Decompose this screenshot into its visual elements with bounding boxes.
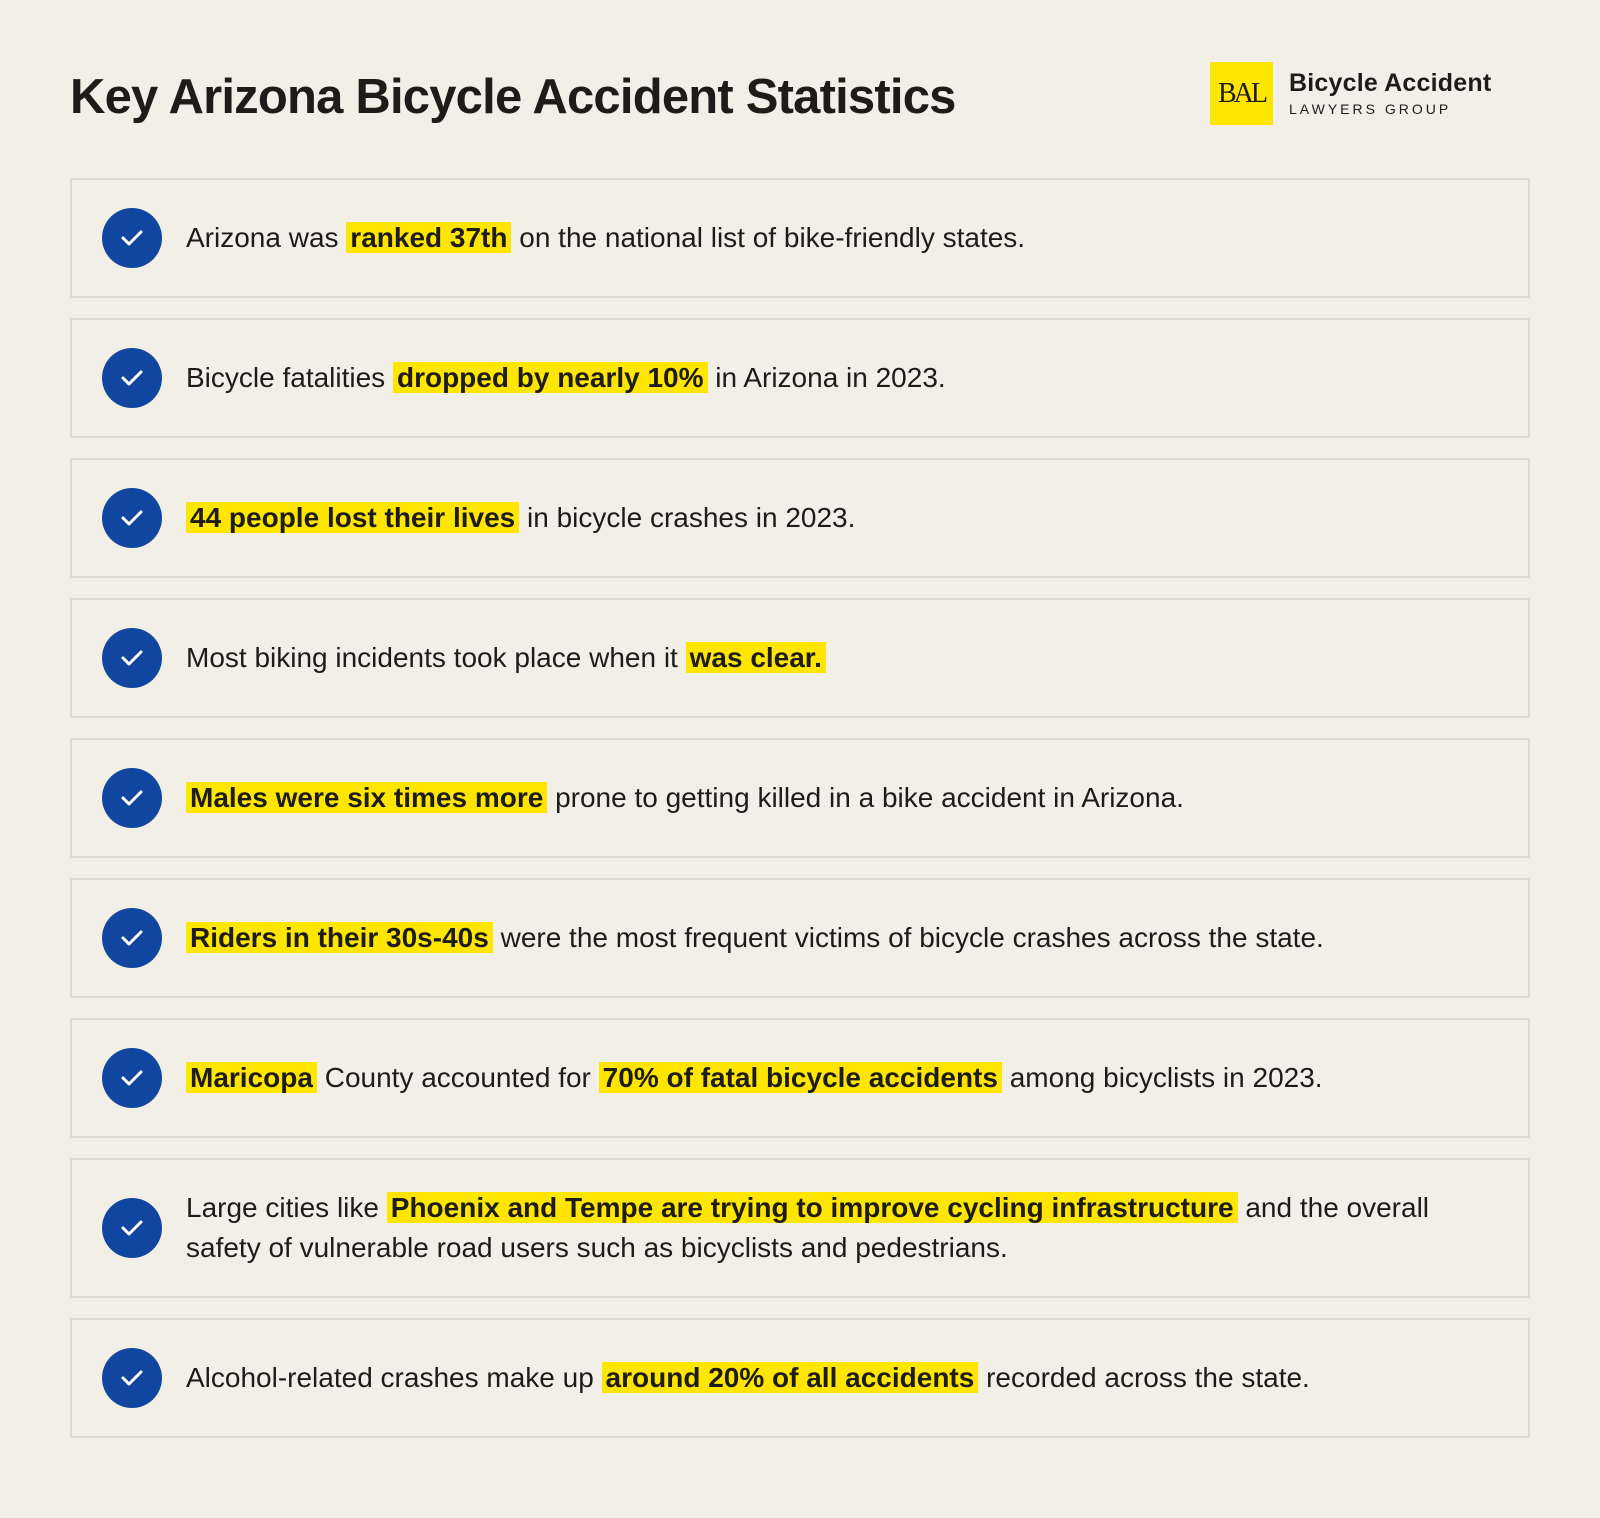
stat-text-segment: Alcohol-related crashes make up	[186, 1362, 602, 1393]
stat-card	[70, 738, 1530, 858]
stat-text-segment: Large cities like	[186, 1192, 387, 1223]
stat-text-segment: Arizona was	[186, 222, 347, 253]
check-icon	[102, 348, 162, 408]
highlighted-text: around 20% of all accidents	[602, 1362, 979, 1393]
stat-card	[70, 1018, 1530, 1138]
brand-logo	[1210, 62, 1491, 125]
check-icon	[102, 1198, 162, 1258]
stat-text	[186, 1058, 1323, 1098]
highlighted-text: Riders in their 30s-40s	[186, 922, 493, 953]
stat-card	[70, 878, 1530, 998]
check-icon	[102, 1348, 162, 1408]
highlighted-text: Phoenix and Tempe are trying to improve cycling infrastructure	[387, 1192, 1238, 1223]
check-icon	[102, 628, 162, 688]
stat-text-segment: Most biking incidents took place when it	[186, 642, 686, 673]
stat-text-segment: on the national list of bike-friendly states.	[511, 222, 1026, 253]
stat-text-segment: were the most frequent victims of bicycle crashes across the state.	[492, 922, 1324, 953]
stat-text-segment: in Arizona in 2023.	[707, 362, 946, 393]
check-icon	[102, 908, 162, 968]
page-title: Key Arizona Bicycle Accident Statistics	[70, 70, 956, 124]
stat-card	[70, 1158, 1530, 1298]
stat-text	[186, 358, 946, 398]
highlighted-text: 44 people lost their lives	[186, 502, 519, 533]
stat-text-segment: recorded across the state.	[978, 1362, 1310, 1393]
check-icon	[102, 1048, 162, 1108]
stat-card	[70, 598, 1530, 718]
highlighted-text: was clear.	[686, 642, 826, 673]
stat-card	[70, 1318, 1530, 1438]
check-icon	[102, 208, 162, 268]
logo-line-2: LAWYERS GROUP	[1289, 100, 1452, 117]
stat-text-segment: and the overall safety of vulnerable road users such as bicyclists and pedestrians.	[186, 1192, 1430, 1263]
stats-list	[70, 178, 1530, 1458]
stat-text-segment: County accounted for	[316, 1062, 599, 1093]
stat-card	[70, 178, 1530, 298]
stat-text-segment: in bicycle crashes in 2023.	[519, 502, 856, 533]
check-icon	[102, 488, 162, 548]
stat-text	[186, 778, 1184, 818]
stat-text	[186, 1188, 1488, 1268]
highlighted-text: ranked 37th	[346, 222, 511, 253]
stat-card	[70, 318, 1530, 438]
stat-text	[186, 638, 826, 678]
stat-text-segment: Bicycle fatalities	[186, 362, 393, 393]
stat-card	[70, 458, 1530, 578]
check-icon	[102, 768, 162, 828]
logo-line-1: Bicycle Accident	[1289, 68, 1492, 97]
stat-text-segment: among bicyclists in 2023.	[1001, 1062, 1323, 1093]
highlighted-text: 70% of fatal bicycle accidents	[599, 1062, 1002, 1093]
stat-text	[186, 918, 1324, 958]
logo-mark-icon: BAL	[1210, 62, 1273, 125]
highlighted-text: dropped by nearly 10%	[393, 362, 708, 393]
stat-text	[186, 218, 1025, 258]
highlighted-text: Males were six times more	[186, 782, 547, 813]
stat-text-segment: prone to getting killed in a bike accident in Arizona.	[547, 782, 1184, 813]
logo-wordmark	[1289, 69, 1491, 119]
stat-text	[186, 1358, 1310, 1398]
stat-text	[186, 498, 855, 538]
highlighted-text: Maricopa	[186, 1062, 317, 1093]
